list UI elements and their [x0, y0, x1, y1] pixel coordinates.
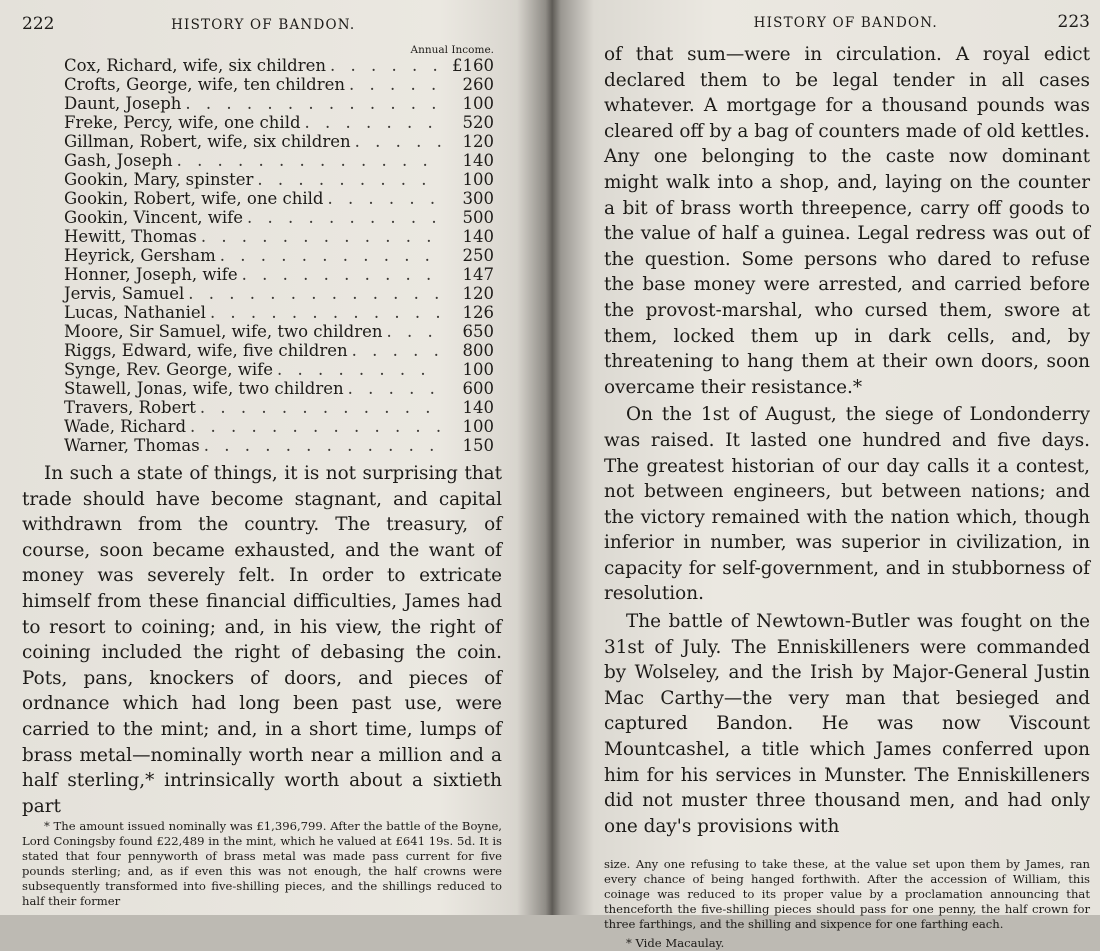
income-row-amount: 100: [462, 170, 494, 189]
leader-dots: [351, 132, 442, 151]
income-row-name: Warner, Thomas: [64, 436, 200, 455]
income-row-amount: 100: [462, 417, 494, 436]
leader-dots: [206, 303, 442, 322]
left-body-paragraph: In such a state of things, it is not surprising that trade should have become stagnant, and capital withdrawn from the country. The treasury, of course, soon became exhausted, and the want of money was severely felt. In order to extricate himself from these financial difficulties, James had to resort to coining; and, in his view, the right of coining included the right of debasing the coin. Pots, pans, knockers of doors, and pieces of ordnance which had long been past use, were carried to the mint; and, in a short time, lumps of brass metal—nominally worth near a million and a half sterling,* intrinsically worth about a sixtieth part: [22, 463, 502, 817]
leader-dots: [216, 246, 442, 265]
income-row-name: Cox, Richard, wife, six children: [64, 56, 327, 75]
income-row: [64, 341, 494, 360]
income-row-name: Daunt, Joseph: [64, 94, 182, 113]
income-row-amount: 250: [462, 246, 494, 265]
income-row: [64, 56, 494, 75]
income-row-name: Gillman, Robert, wife, six children: [64, 132, 351, 151]
income-row-amount: 120: [462, 132, 494, 151]
income-row: [64, 303, 494, 322]
income-row-name: Lucas, Nathaniel: [64, 303, 206, 322]
income-row-name: Moore, Sir Samuel, wife, two children: [64, 322, 383, 341]
right-page: [560, 0, 1100, 951]
income-row: [64, 322, 494, 341]
income-row-name: Jervis, Samuel: [64, 284, 185, 303]
income-row: [64, 208, 494, 227]
leader-dots: [184, 284, 442, 303]
income-row-amount: 140: [462, 151, 494, 170]
income-row-amount: 150: [462, 436, 494, 455]
leader-dots: [186, 417, 442, 436]
income-row-name: Gookin, Robert, wife, one child: [64, 189, 324, 208]
income-row: [64, 151, 494, 170]
left-page-number: 222: [22, 14, 55, 34]
income-row: [64, 75, 494, 94]
income-row-name: Gash, Joseph: [64, 151, 173, 170]
income-row-name: Synge, Rev. George, wife: [64, 360, 273, 379]
income-row-amount: 100: [462, 360, 494, 379]
income-row: [64, 398, 494, 417]
income-row-name: Riggs, Edward, wife, five children: [64, 341, 348, 360]
leader-dots: [383, 322, 442, 341]
leader-dots: [326, 56, 442, 75]
income-row-name: Gookin, Vincent, wife: [64, 208, 243, 227]
income-row: [64, 113, 494, 132]
income-list: [64, 56, 494, 455]
income-row-name: Crofts, George, wife, ten children: [64, 75, 346, 94]
income-row: [64, 417, 494, 436]
income-row-amount: 500: [462, 208, 494, 227]
income-row: [64, 170, 494, 189]
left-footnote: * The amount issued nominally was £1,396,799. After the battle of the Boyne, Lord Coningsby found £22,489 in the mint, which he valued at £641 19s. 5d. It is stated that four pennyworth of brass metal was made pass current for five pounds sterling; and, as if even this was not enough, the half crowns were subsequently transformed into five-shilling pieces, and the shillings reduced to half their former: [22, 819, 502, 909]
leader-dots: [196, 398, 442, 417]
right-footnote-continued: size. Any one refusing to take these, at the value set upon them by James, ran every chance of being hanged forthwith. After the accession of William, this coinage was reduced to its proper value by a proclamation announcing that thenceforth the five-shilling pieces should pass for one penny, the half crown for three farthings, and the shilling and sixpence for one farthing each.: [604, 857, 1090, 932]
income-row-amount: 650: [462, 322, 494, 341]
income-row-name: Heyrick, Gersham: [64, 246, 216, 265]
income-row-name: Gookin, Mary, spinster: [64, 170, 254, 189]
left-page: [0, 0, 540, 915]
right-footnote-vide: * Vide Macaulay.: [626, 936, 725, 951]
income-column-header: Annual Income.: [410, 44, 494, 56]
leader-dots: [197, 227, 442, 246]
right-running-title: HISTORY OF BANDON.: [753, 15, 938, 31]
income-row-name: Travers, Robert: [64, 398, 196, 417]
income-row-amount: 147: [462, 265, 494, 284]
right-footnotes: [604, 857, 1090, 951]
right-page-number: 223: [1057, 12, 1090, 32]
leader-dots: [238, 265, 442, 284]
income-row: [64, 94, 494, 113]
income-row: [64, 360, 494, 379]
income-row-amount: 300: [462, 189, 494, 208]
leader-dots: [345, 75, 442, 94]
leader-dots: [273, 360, 442, 379]
income-row-amount: £160: [452, 56, 494, 75]
income-row: [64, 132, 494, 151]
leader-dots: [348, 341, 442, 360]
income-row: [64, 189, 494, 208]
leader-dots: [323, 189, 442, 208]
income-row-amount: 800: [462, 341, 494, 360]
income-row-amount: 140: [462, 398, 494, 417]
income-row: [64, 284, 494, 303]
income-row: [64, 436, 494, 455]
income-row: [64, 246, 494, 265]
income-row: [64, 379, 494, 398]
income-row-amount: 260: [462, 75, 494, 94]
income-row-amount: 600: [462, 379, 494, 398]
income-row-name: Stawell, Jonas, wife, two children: [64, 379, 344, 398]
leader-dots: [173, 151, 442, 170]
income-row-name: Wade, Richard: [64, 417, 187, 436]
income-row-amount: 140: [462, 227, 494, 246]
left-running-title: HISTORY OF BANDON.: [171, 17, 356, 33]
income-row-name: Freke, Percy, wife, one child: [64, 113, 301, 132]
income-row-amount: 126: [462, 303, 494, 322]
income-row: [64, 265, 494, 284]
right-paragraph-3: The battle of Newtown-Butler was fought on the 31st of July. The Enniskilleners were commanded by Wolseley, and the Irish by Major-General Justin Mac Carthy—the very man that besieged and captured Bandon. He was now Viscount Mountcashel, a title which James conferred upon him for his services in Munster. The Enniskilleners did not muster three thousand men, and had only one day's provisions with: [604, 611, 1090, 837]
income-row-name: Honner, Joseph, wife: [64, 265, 238, 284]
income-row-amount: 100: [462, 94, 494, 113]
left-footnotes: [22, 819, 502, 909]
leader-dots: [253, 170, 442, 189]
income-row-amount: 120: [462, 284, 494, 303]
left-running-head: [22, 14, 502, 34]
right-paragraph-2: On the 1st of August, the siege of Londonderry was raised. It lasted one hundred and five days. The greatest historian of our day calls it a contest, not between engineers, but between nations; and the victory remained with the nation which, though inferior in number, was superior in civilization, in capacity for self-government, and in stubborness of resolution.: [604, 404, 1090, 605]
leader-dots: [301, 113, 442, 132]
leader-dots: [181, 94, 442, 113]
leader-dots: [243, 208, 442, 227]
right-running-head: [604, 12, 1090, 32]
income-row-name: Hewitt, Thomas: [64, 227, 197, 246]
right-paragraph-1: of that sum—were in circulation. A royal edict declared them to be legal tender in all cases whatever. A mortgage for a thousand pounds was cleared off by a bag of counters made of old kettles. Any one belonging to the caste now dominant might walk into a shop, and, laying on the counter a bit of brass worth threepence, carry off goods to the value of half a guinea. Legal redress was out of the question. Some persons who dared to refuse the base money were arrested, and carried before the provost-marshal, who cursed them, swore at them, locked them up in dark cells, and, by threatening to hang them at their own doors, soon overcame their resistance.*: [604, 44, 1090, 398]
income-row: [64, 227, 494, 246]
leader-dots: [344, 379, 442, 398]
income-row-amount: 520: [462, 113, 494, 132]
leader-dots: [200, 436, 442, 455]
